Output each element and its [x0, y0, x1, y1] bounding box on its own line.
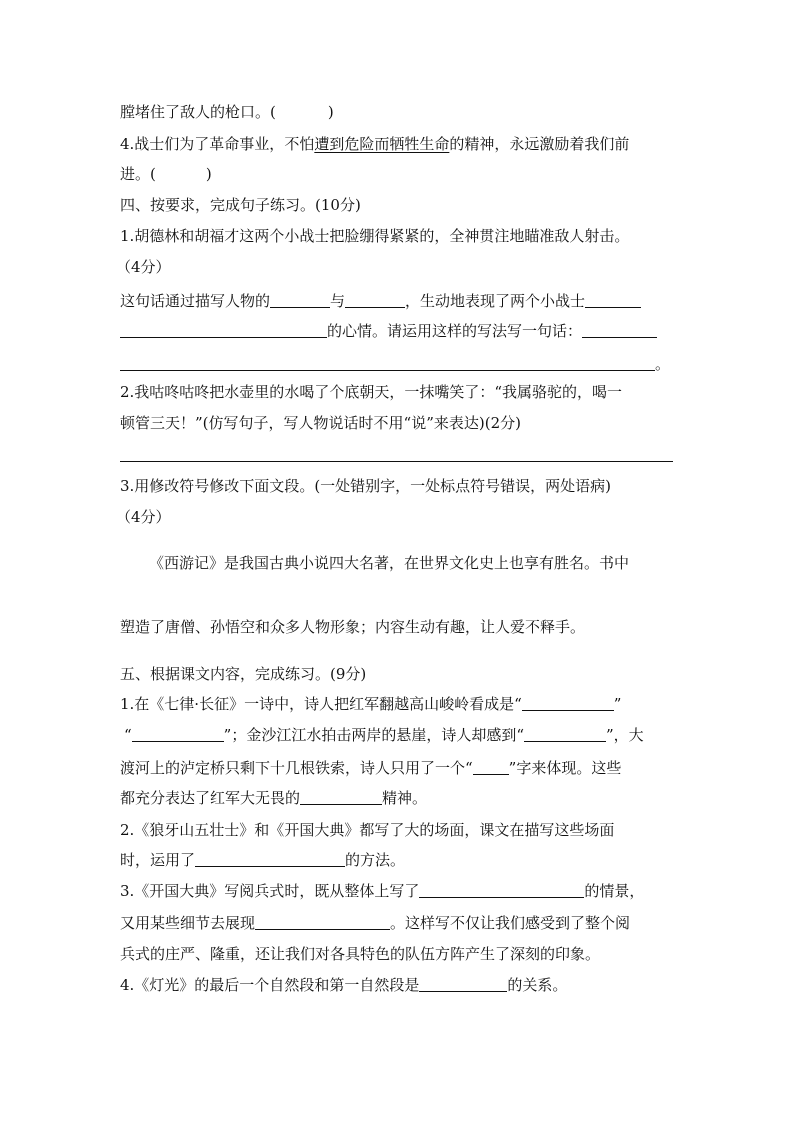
text: 的精神，永远激励着我们前: [449, 135, 630, 153]
s4-q2-line2: 顿管三天！”(仿写句子，写人物说话时不用“说”来表达)(2分): [120, 414, 521, 432]
text: 都充分表达了红军大无畏的: [120, 789, 301, 807]
blank-line[interactable]: [522, 696, 614, 711]
text: 3.《开国大典》写阅兵式时，既从整体上写了: [120, 882, 420, 900]
s5-q1-line2: [124, 725, 644, 745]
text: ”，大: [606, 726, 644, 744]
blank-line[interactable]: [132, 727, 224, 742]
text: ”字来体现。这些: [508, 759, 622, 777]
s4-q1-fill-line3: [120, 354, 670, 374]
s4-q3-points: （4分）: [116, 508, 171, 526]
text: ”；金沙江江水拍击两岸的悬崖，诗人却感到“: [223, 726, 525, 744]
paren-close: ): [327, 103, 334, 121]
text: 膛堵住了敌人的枪口。(: [120, 103, 276, 121]
s4-q1-line1: 1.胡德林和胡福才这两个小战士把脸绷得紧紧的，全神贯注地瞄准敌人射击。: [120, 227, 630, 245]
text: 这句话通过描写人物的: [120, 292, 271, 310]
passage-line1: 《西游记》是我国古典小说四大名著，在世界文化史上也享有胜名。书中: [149, 554, 630, 572]
text: 的关系。: [507, 976, 568, 994]
text: 1.在《七律·长征》一诗中，诗人把红军翻越高山峻岭看成是“: [120, 695, 522, 713]
blank-line[interactable]: [255, 915, 390, 930]
s4-q1-points: （4分）: [116, 258, 171, 276]
q4-line: [120, 134, 629, 154]
s4-q2-line1: 2.我咕咚咕咚把水壶里的水喝了个底朝天，一抹嘴笑了：“我属骆驼的，喝一: [120, 383, 622, 401]
text: 又用某些细节去展现: [120, 914, 256, 932]
blank-line[interactable]: [582, 323, 657, 338]
text: 的情景，: [584, 882, 645, 900]
s5-q3-line3: 兵式的庄严、隆重，还让我们对各具特色的队伍方阵产生了深刻的印象。: [120, 945, 601, 963]
blank-line[interactable]: [524, 727, 606, 742]
blank-line[interactable]: [473, 760, 509, 775]
text: ，生动地表现了两个小战士: [405, 292, 586, 310]
text: “: [124, 726, 132, 744]
blank-line[interactable]: [419, 883, 584, 898]
s5-q2-line1: 2.《狼牙山五壮士》和《开国大典》都写了大的场面，课文在描写这些场面: [120, 821, 615, 839]
s5-q2-line2: [120, 850, 405, 870]
s5-q1-line4: [120, 788, 427, 808]
blank-line[interactable]: [345, 293, 405, 308]
text: 进。(: [120, 165, 156, 183]
s5-q3-line2: [120, 913, 630, 933]
s4-q1-fill-line: [120, 291, 641, 311]
s4-q3-line1: 3.用修改符号修改下面文段。(一处错别字，一处标点符号错误，两处语病): [120, 477, 612, 495]
s5-q1-line1: [120, 694, 621, 714]
text: 的方法。: [345, 851, 406, 869]
blank-line[interactable]: [270, 293, 330, 308]
paren-close: ): [205, 165, 212, 183]
s4-q1-fill-line2: [120, 321, 657, 341]
text: 的心情。请运用这样的写法写一句话：: [327, 322, 583, 340]
blank-line[interactable]: [120, 356, 655, 371]
text: 4.战士们为了革命事业，不怕: [120, 135, 315, 153]
text: 精神。: [382, 789, 428, 807]
s5-q3-line1: [120, 881, 644, 901]
section4-title: 四、按要求，完成句子练习。(10分): [120, 196, 361, 214]
blank-line[interactable]: [195, 852, 345, 867]
blank-line[interactable]: [585, 293, 641, 308]
section5-title: 五、根据课文内容，完成练习。(9分): [120, 665, 367, 683]
s5-q4-line: [120, 975, 567, 995]
q4-line2: [120, 164, 212, 184]
answer-line[interactable]: [120, 461, 673, 462]
text: 与: [330, 292, 346, 310]
underlined-phrase: 遭到危险而牺牲生命: [314, 135, 450, 153]
s5-q1-line3: [120, 758, 621, 778]
blank-line[interactable]: [120, 323, 327, 338]
q3-line: [120, 102, 334, 122]
blank-line[interactable]: [300, 790, 382, 805]
text: ”: [613, 695, 622, 713]
blank-line[interactable]: [419, 977, 507, 992]
text: 渡河上的泸定桥只剩下十几根铁索，诗人只用了一个“: [120, 759, 473, 777]
text: 时，运用了: [120, 851, 196, 869]
text: 。这样写不仅让我们感受到了整个阅: [390, 914, 631, 932]
passage-line2: 塑造了唐僧、孙悟空和众多人物形象；内容生动有趣，让人爱不释手。: [120, 618, 586, 636]
text: 。: [655, 355, 671, 373]
text: 4.《灯光》的最后一个自然段和第一自然段是: [120, 976, 420, 994]
